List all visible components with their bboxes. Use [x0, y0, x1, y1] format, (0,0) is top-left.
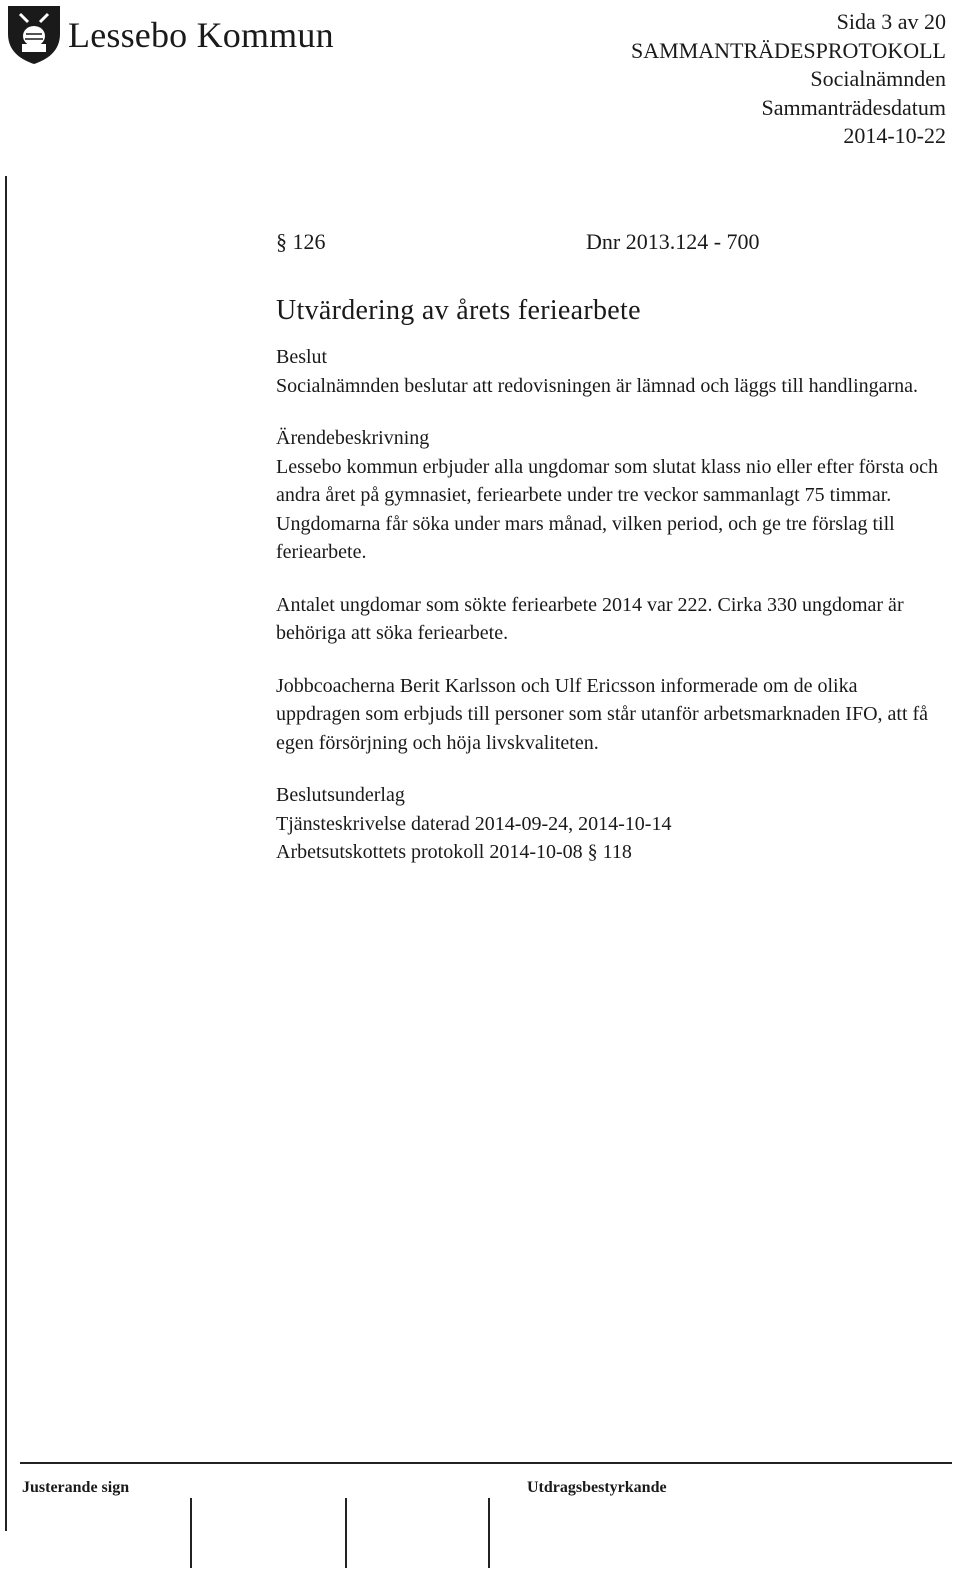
case-number: Dnr 2013.124 - 700 [586, 229, 760, 254]
footer-divider [20, 1462, 952, 1464]
description-paragraph: Jobbcoacherna Berit Karlsson och Ulf Ericsson informerade om de olika uppdragen som erbjuds till personer som står utanför arbetsmarknaden IFO, att få egen försörjning och höja livskvaliteten. [276, 674, 929, 754]
basis-line: Tjänsteskrivelse daterad 2014-09-24, 2014-10-14 [276, 812, 672, 835]
date-label: Sammanträdesdatum [761, 94, 946, 120]
basis-section [276, 781, 946, 867]
item-reference [276, 228, 946, 257]
basis-heading: Beslutsunderlag [276, 784, 405, 806]
description-paragraph: Lessebo kommun erbjuder alla ungdomar som slutat klass nio eller efter första och andra året på gymnasiet, feriearbete under tre veckor sammanlagt 75 timmar. [276, 455, 939, 506]
signature-box-divider [345, 1498, 347, 1568]
decision-heading: Beslut [276, 346, 328, 368]
basis-line: Arbetsutskottets protokoll 2014-10-08 § 118 [276, 841, 632, 863]
description-paragraph: Ungdomarna får söka under mars månad, vilken period, och ge tre förslag till feriearbete. [276, 512, 895, 563]
document-header [631, 8, 946, 151]
document-type: SAMMANTRÄDESPROTOKOLL [631, 37, 946, 63]
committee-name: Socialnämnden [810, 66, 946, 91]
decision-text: Socialnämnden beslutar att redovisningen är lämnad och läggs till handlingarna. [276, 374, 919, 397]
paragraph-number: § 126 [276, 229, 326, 254]
org-name: Lessebo Kommun [68, 15, 334, 55]
description-section [276, 424, 946, 757]
description-heading: Ärendebeskrivning [276, 427, 430, 449]
document-body [276, 228, 946, 891]
left-margin-line [5, 176, 7, 1531]
item-title: Utvärdering av årets feriearbete [276, 294, 641, 326]
certification-label: Utdragsbestyrkande [527, 1479, 667, 1496]
meeting-date: 2014-10-22 [843, 123, 946, 148]
coat-of-arms-icon [6, 4, 62, 66]
decision-section [276, 343, 946, 400]
municipality-logo [6, 4, 334, 66]
page-number: Sida 3 av 20 [836, 9, 946, 34]
signature-box-divider [190, 1498, 192, 1568]
signature-box-divider [488, 1498, 490, 1568]
description-paragraph: Antalet ungdomar som sökte feriearbete 2014 var 222. Cirka 330 ungdomar är behöriga att söka feriearbete. [276, 593, 904, 644]
signature-label: Justerande sign [22, 1479, 130, 1496]
